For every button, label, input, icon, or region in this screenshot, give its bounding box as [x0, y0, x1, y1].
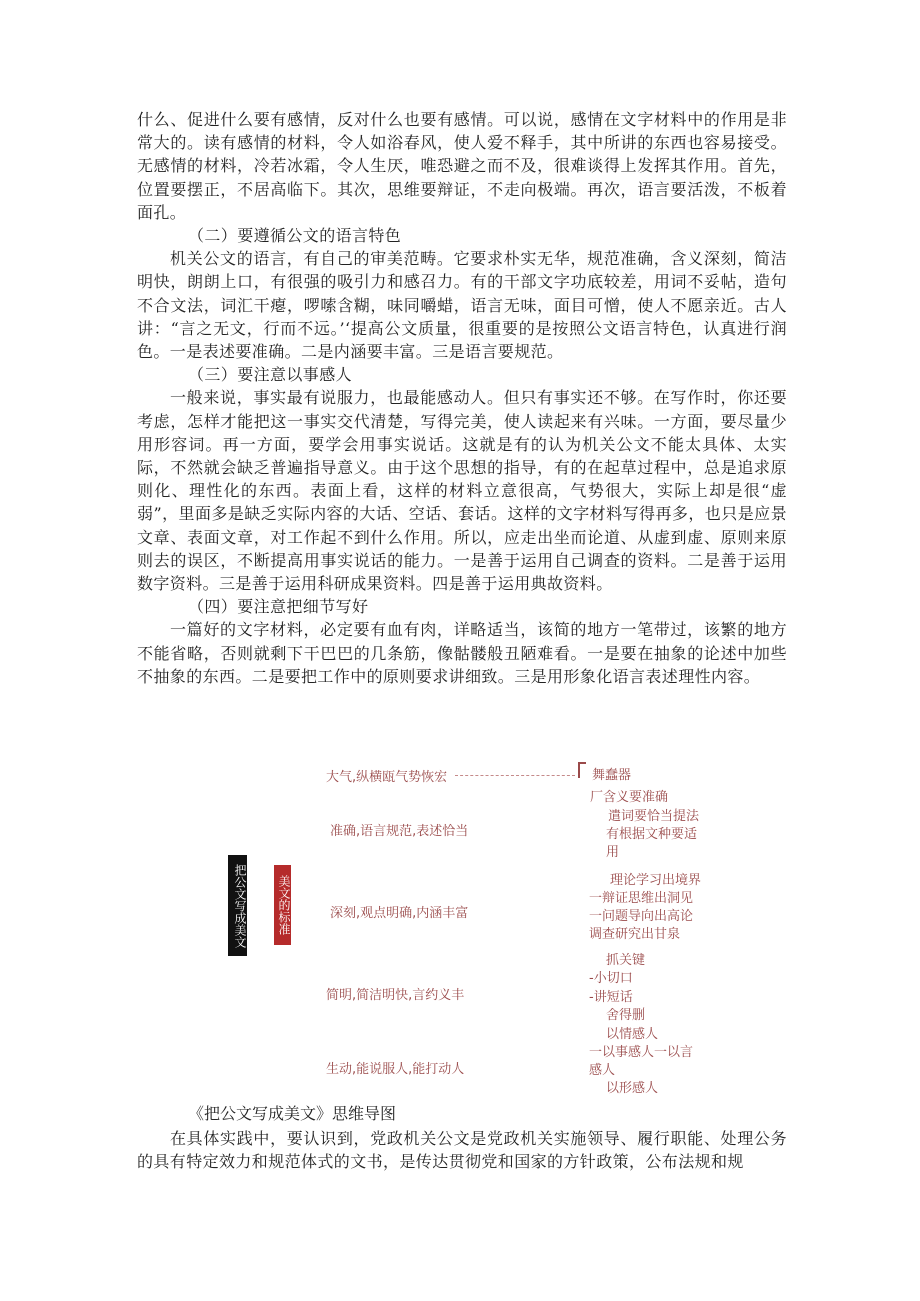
- branch-5-sub-1: 以情感人: [606, 1027, 659, 1042]
- section-heading-2: （二）要遵循公文的语言特色: [188, 226, 402, 246]
- branch-5-sub-2: 一以事感人一以言: [589, 1045, 694, 1060]
- branch-1-sub-1: 舞蠢器: [592, 768, 632, 783]
- mindmap-root: 把公文写成美文: [228, 855, 247, 956]
- figure-caption: 《把公文写成美文》思维导图: [188, 1104, 397, 1123]
- paragraph-2: 机关公文的语言，有自己的审美范畴。它要求朴实无华，规范准确，含义深刻，简洁明快，朗朗上口，有很强的吸引力和感召力。有的干部文字功底较差，用词不妥帖，造句不合文法，词汇干瘪，啰嗦含糊，味同嚼蜡，语言无味，面目可憎，使人不愿亲近。古人讲：“言之无文，行而不远。’‘提高公文质量，很重要的是按照公文语言特色，认真进行润色。一是表述要准确。二是内涵要丰富。三是语言要规范。: [137, 249, 787, 362]
- branch-label-5: 生动,能说服人,能打动人: [326, 1062, 465, 1077]
- branch-4-sub-3: -讲短话: [589, 990, 633, 1005]
- body-text-bottom: [137, 1127, 787, 1173]
- paragraph-3: 一般来说，事实最有说服力，也最能感动人。但只有事实还不够。在写作时，你还要考虑，怎样才能把这一事实交代清楚，写得完美，使人读起来有兴味。一方面，要尽量少用形容词。再一方面，要学会用事实说话。这就是有的认为机关公文不能太具体、太实际，不然就会缺乏普遍指导意义。由于这个思想的指导，有的在起草过程中，总是追求原则化、理性化的东西。表面上看，这样的材料立意很高，气势很大，实际上却是很“虚弱”，里面多是缺乏实际内容的大话、空话、套话。这样的文字材料写得再多，也只是应景文章、表面文章，对工作起不到什么作用。所以，应走出坐而论道、从虚到虚、原则来原则去的误区，不断提高用事实说话的能力。一是善于运用自己调查的资料。二是善于运用数字资料。三是善于运用科研成果资料。四是善于运用典故资料。: [137, 388, 787, 594]
- paragraph-4: 一篇好的文字材料，必定要有血有肉，详略适当，该简的地方一笔带过，该繁的地方不能省略，否则就剩下干巴巴的几条筋，像骷髅般丑陋难看。一是要在抽象的论述中加些不抽象的东西。二是要把工作中的原则要求讲细致。三是用形象化语言表述理性内容。: [137, 620, 787, 686]
- mindmap-center: 美文的标准: [274, 865, 291, 945]
- branch-label-1: 大气,纵横瓯气势恢宏: [326, 770, 448, 785]
- branch-4-sub-4: 舍得删: [606, 1008, 646, 1023]
- branch-3-sub-3: 一问题导向出高论: [589, 909, 694, 924]
- branch-label-4: 简明,简洁明快,言约义丰: [326, 988, 465, 1003]
- branch-3-sub-1: 理论学习出境界: [610, 873, 702, 888]
- branch-4-sub-2: -小切口: [589, 971, 633, 986]
- paragraph-1: 什么、促进什么要有感情，反对什么也要有感情。可以说，感情在文字材料中的作用是非常大的。读有感情的材料，令人如浴春风，使人爱不释手，其中所讲的东西也容易接受。无感情的材料，冷若冰霜，令人生厌，唯恐避之而不及，很难谈得上发挥其作用。首先，位置要摆正，不居高临下。其次，思维要辩证，不走向极端。再次，语言要活泼，不板着面孔。: [137, 110, 787, 222]
- branch-label-2: 准确,语言规范,表述恰当: [330, 824, 469, 839]
- branch-3-sub-4: 调查研究出甘泉: [589, 927, 681, 942]
- branch-2-sub-2: 遣词要恰当提法: [608, 809, 700, 824]
- bracket-mark: [578, 762, 586, 778]
- branch-2-sub-1: 厂含义要准确: [590, 790, 669, 805]
- section-heading-3: （三）要注意以事感人: [188, 365, 353, 385]
- body-text-top: [137, 108, 787, 688]
- branch-4-sub-1: 抓关键: [606, 953, 646, 968]
- paragraph-5: 在具体实践中，要认识到，党政机关公文是党政机关实施领导、履行职能、处理公务的具有特定效力和规范体式的文书，是传达贯彻党和国家的方针政策，公布法规和规: [137, 1129, 787, 1172]
- branch-label-3: 深刻,观点明确,内涵丰富: [330, 906, 469, 921]
- branch-5-sub-3: 感人: [589, 1063, 616, 1078]
- section-heading-4: （四）要注意把细节写好: [188, 597, 369, 617]
- branch-2-sub-4: 用: [606, 845, 620, 860]
- branch-3-sub-2: 一辩证思维出洞见: [589, 891, 694, 906]
- branch-5-sub-4: 以形感人: [606, 1081, 659, 1096]
- branch-2-sub-3: 有根据文种要适: [606, 827, 698, 842]
- branch-connector: [455, 775, 575, 776]
